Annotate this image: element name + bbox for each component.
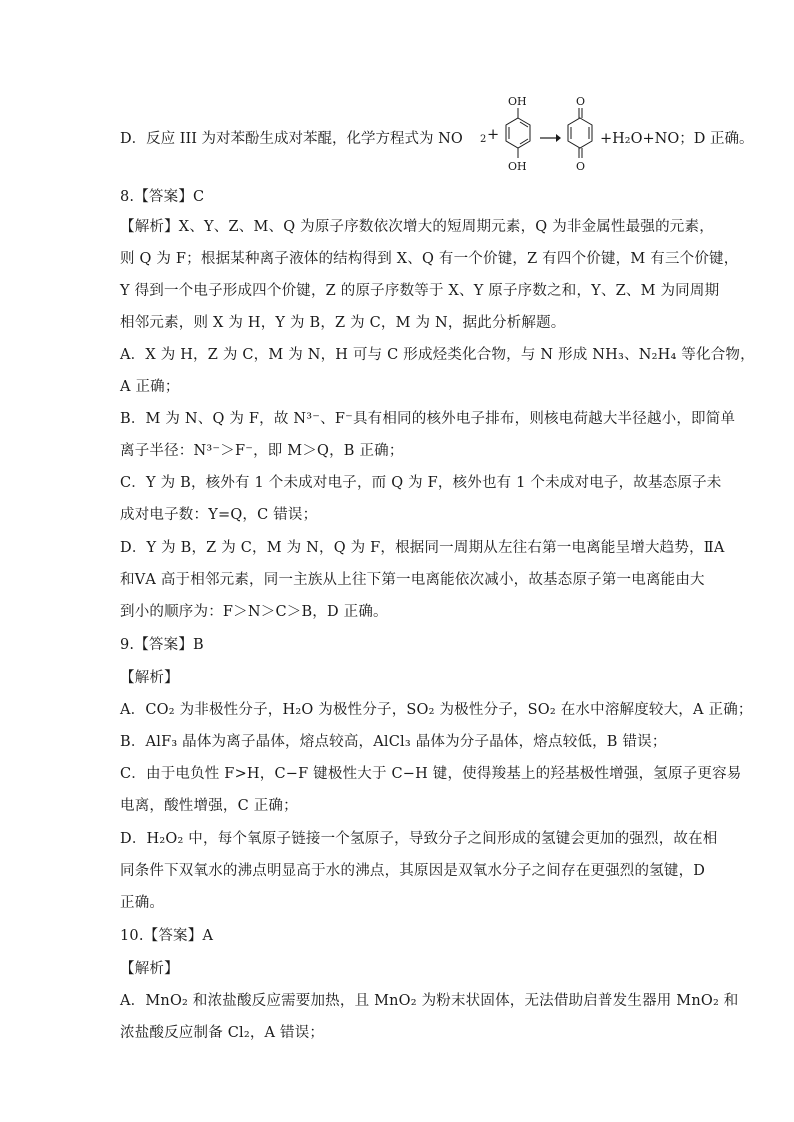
q8-explanation-line-3: Y 得到一个电子形成四个价键，Z 的原子序数等于 X、Y 原子序数之和，Y、Z、M 为同周期 [120,283,720,299]
q9-option-d-line-3: 正确。 [120,895,165,911]
q9-option-a: A．CO₂ 为非极性分子，H₂O 为极性分子，SO₂ 为极性分子，SO₂ 在水中溶解度较大，A 正确； [120,702,753,718]
q9-option-d-line-1: D．H₂O₂ 中，每个氧原子链接一个氢原子，导致分子之间形成的氢键会更加的强烈，故在相 [120,831,718,847]
q8-option-a-line-2: A 正确； [120,379,180,395]
q9-explanation-label: 【解析】 [120,670,179,686]
hydroquinone-structure [498,92,538,182]
q8-option-b-line-1: B．M 为 N、Q 为 F，故 N³⁻、F⁻具有相同的核外电子排布，则核电荷越大半径越小，即简单 [120,411,736,427]
q10-option-a-line-1: A．MnO₂ 和浓盐酸反应需要加热，且 MnO₂ 为粉末状固体，无法借助启普发生器用 MnO₂ 和 [120,993,739,1009]
q8-option-c-line-1: C．Y 为 B，核外有 1 个未成对电子，而 Q 为 F，核外也有 1 个未成对电子，故基态原子未 [120,475,722,491]
q8-option-d-line-1: D．Y 为 B，Z 为 C，M 为 N，Q 为 F，根据同一周期从左往右第一电离能呈增大趋势，ⅡA [120,540,725,556]
q8-answer: 8.【答案】C [120,189,205,205]
q7-option-d-equation [120,92,754,182]
benzoquinone-o-bottom: O [576,160,586,173]
q7-d-plus: + [487,127,500,143]
q8-option-a-line-1: A．X 为 H，Z 为 C，M 为 N，H 可与 C 形成烃类化合物，与 N 形成 NH₃、N₂H₄ 等化合物， [120,347,755,363]
subscript-two: 2 [480,134,487,145]
q8-option-d-line-3: 到小的顺序为：F＞N＞C＞B，D 正确。 [120,604,388,620]
q9-option-b: B．AlF₃ 晶体为离子晶体，熔点较高，AlCl₃ 晶体为分子晶体，熔点较低，B 错误； [120,734,667,750]
q10-answer: 10.【答案】A [120,928,214,944]
q7-d-text-pre: D．反应 III 为对苯酚生成对苯醌，化学方程式为 NO [120,131,463,147]
q8-explanation-line-4: 相邻元素，则 X 为 H，Y 为 B，Z 为 C，M 为 N，据此分析解题。 [120,315,566,331]
q9-option-c-line-2: 电离，酸性增强，C 正确； [120,798,298,814]
q10-option-a-line-2: 浓盐酸反应制备 Cl₂，A 错误； [120,1025,325,1041]
q10-explanation-label: 【解析】 [120,961,179,977]
benzoquinone-o-top: O [576,95,586,108]
q8-option-c-line-2: 成对电子数：Y=Q，C 错误； [120,507,318,523]
q8-explanation-line-2: 则 Q 为 F；根据某种离子液体的结构得到 X、Q 有一个价键，Z 有四个价键，M 有三个价键， [120,251,739,267]
q8-option-d-line-2: 和ⅤA 高于相邻元素，同一主族从上往下第一电离能依次减小，故基态原子第一电离能由大 [120,572,705,588]
q9-option-c-line-1: C．由于电负性 F>H，C−F 键极性大于 C−H 键，使得羧基上的羟基极性增强，氢原子更容易 [120,766,742,782]
reaction-arrow [538,132,562,144]
q9-answer: 9.【答案】B [120,637,204,653]
q9-option-d-line-2: 同条件下双氧水的沸点明显高于水的沸点，其原因是双氧水分子之间存在更强烈的氢键，D [120,863,706,879]
q7-d-text-post: +H₂O+NO；D 正确。 [600,131,754,147]
hydroquinone-oh-bottom: OH [508,160,527,173]
q8-explanation-line-1: 【解析】X、Y、Z、M、Q 为原子序数依次增大的短周期元素，Q 为非金属性最强的元素， [120,219,714,235]
hydroquinone-oh-top: OH [508,95,527,108]
q8-option-b-line-2: 离子半径：N³⁻＞F⁻，即 M＞Q，B 正确； [120,443,404,459]
benzoquinone-structure [560,92,600,182]
